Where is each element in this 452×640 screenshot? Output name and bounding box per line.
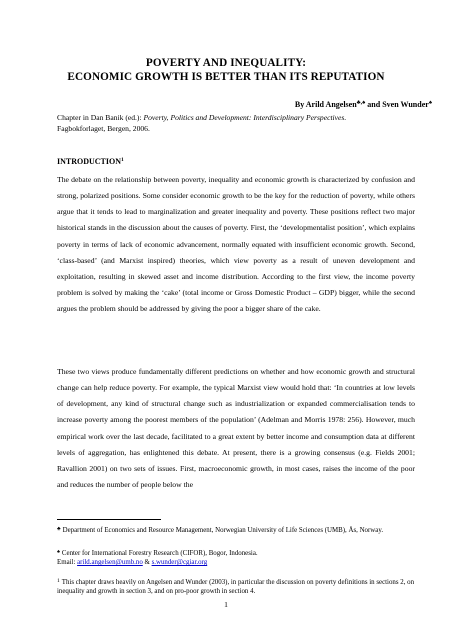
publisher-line: Fagbokforlaget, Bergen, 2006. [57,123,150,133]
footnote-1-mark: ♣ [57,526,61,532]
section-heading-text: INTRODUCTION [57,157,122,166]
section-heading [57,157,124,166]
title-line-2: ECONOMIC GROWTH IS BETTER THAN ITS REPUTATION [67,71,385,83]
author-1: By Arild Angelsen [294,100,357,109]
email-label: Email: [57,559,78,567]
author-line [20,100,432,109]
email-separator: & [142,559,152,567]
footnote-3 [57,577,415,597]
section-footnote-mark: 1 [121,157,124,163]
chapter-citation [57,113,417,134]
footnote-2-mark: ♠ [57,549,60,555]
footnote-2 [57,548,415,568]
footnote-1-text: Department of Economics and Resource Management, Norwegian University of Life Sciences (UMB), Ås, Norway. [62,527,384,534]
page-number: 1 [224,600,228,609]
paragraph-2: These two views produce fundamentally different predictions on whether and how economic growth and structural change can help reduce poverty. For example, the typical Marxist view would hold that: ‘In countries at low levels of development, any kind of structural change such as industrialization or expanded commercialisation tends to increase poverty among the poorest members of the population’ (Adelman and Morris 1978: 256). However, much empirical work over the last decade, facilitated to a great extent by better income and consumption data at different levels of aggregation, has enlightened this debate. At present, there is a growing consensus (e.g. Fields 2001; Ravallion 2001) on two sets of issues. First, macroeconomic growth, in most cases, raises the income of the poor and reduces the number of people below the [57,366,415,490]
email-link-wunder[interactable]: s.wunder@cgiar.org [151,559,208,567]
email-link-angelsen[interactable]: arild.angelsen@umb.no [77,559,143,567]
title-line-1: POVERTY AND INEQUALITY: [145,57,307,69]
paragraph-1: The debate on the relationship between poverty, inequality and economic growth is characterized by confusion and strong, polarized positions. Some consider economic growth to be the key for the reduction of poverty, while others argue that it tends to lead to marginalization and greater inequality and poverty. These positions reflect two major historical stands in the discussion about the causes of poverty. First, the ‘developmentalist position’, which explains poverty in terms of lack of economic advancement, normally equated with insufficient economic growth. Second, ‘class-based’ (and Marxist inspired) theories, which view poverty as a result of uneven development and exploitation, resulting in skewed asset and income distribution. According to the first view, the income poverty problem is solved by making the ‘cake’ (total income or Gross Domestic Product – GDP) bigger, while the second argues the problem should be addressed by giving the poor a bigger share of the cake. [57,174,415,314]
chapter-prefix: Chapter in Dan Banik (ed.): [57,113,144,122]
footnote-2-text: Center for International Forestry Research (CIFOR), Bogor, Indonesia. [61,550,258,557]
footnote-divider [57,519,161,520]
footnote-3-mark: 1 [57,578,60,584]
author-1-affiliation-mark: ♣,♠ [356,100,366,106]
footnote-1 [57,525,415,535]
footnote-3-text: This chapter draws heavily on Angelsen and Wunder (2003), in particular the discussion on poverty definitions in sections 2, on inequality and growth in section 3, and on pro-poor growth in section 4. [57,579,415,596]
author-2-affiliation-mark: ♠ [428,100,432,106]
book-title: Poverty, Politics and Development: Interdisciplinary Perspectives. [143,113,347,122]
author-2: and Sven Wunder [365,100,429,109]
